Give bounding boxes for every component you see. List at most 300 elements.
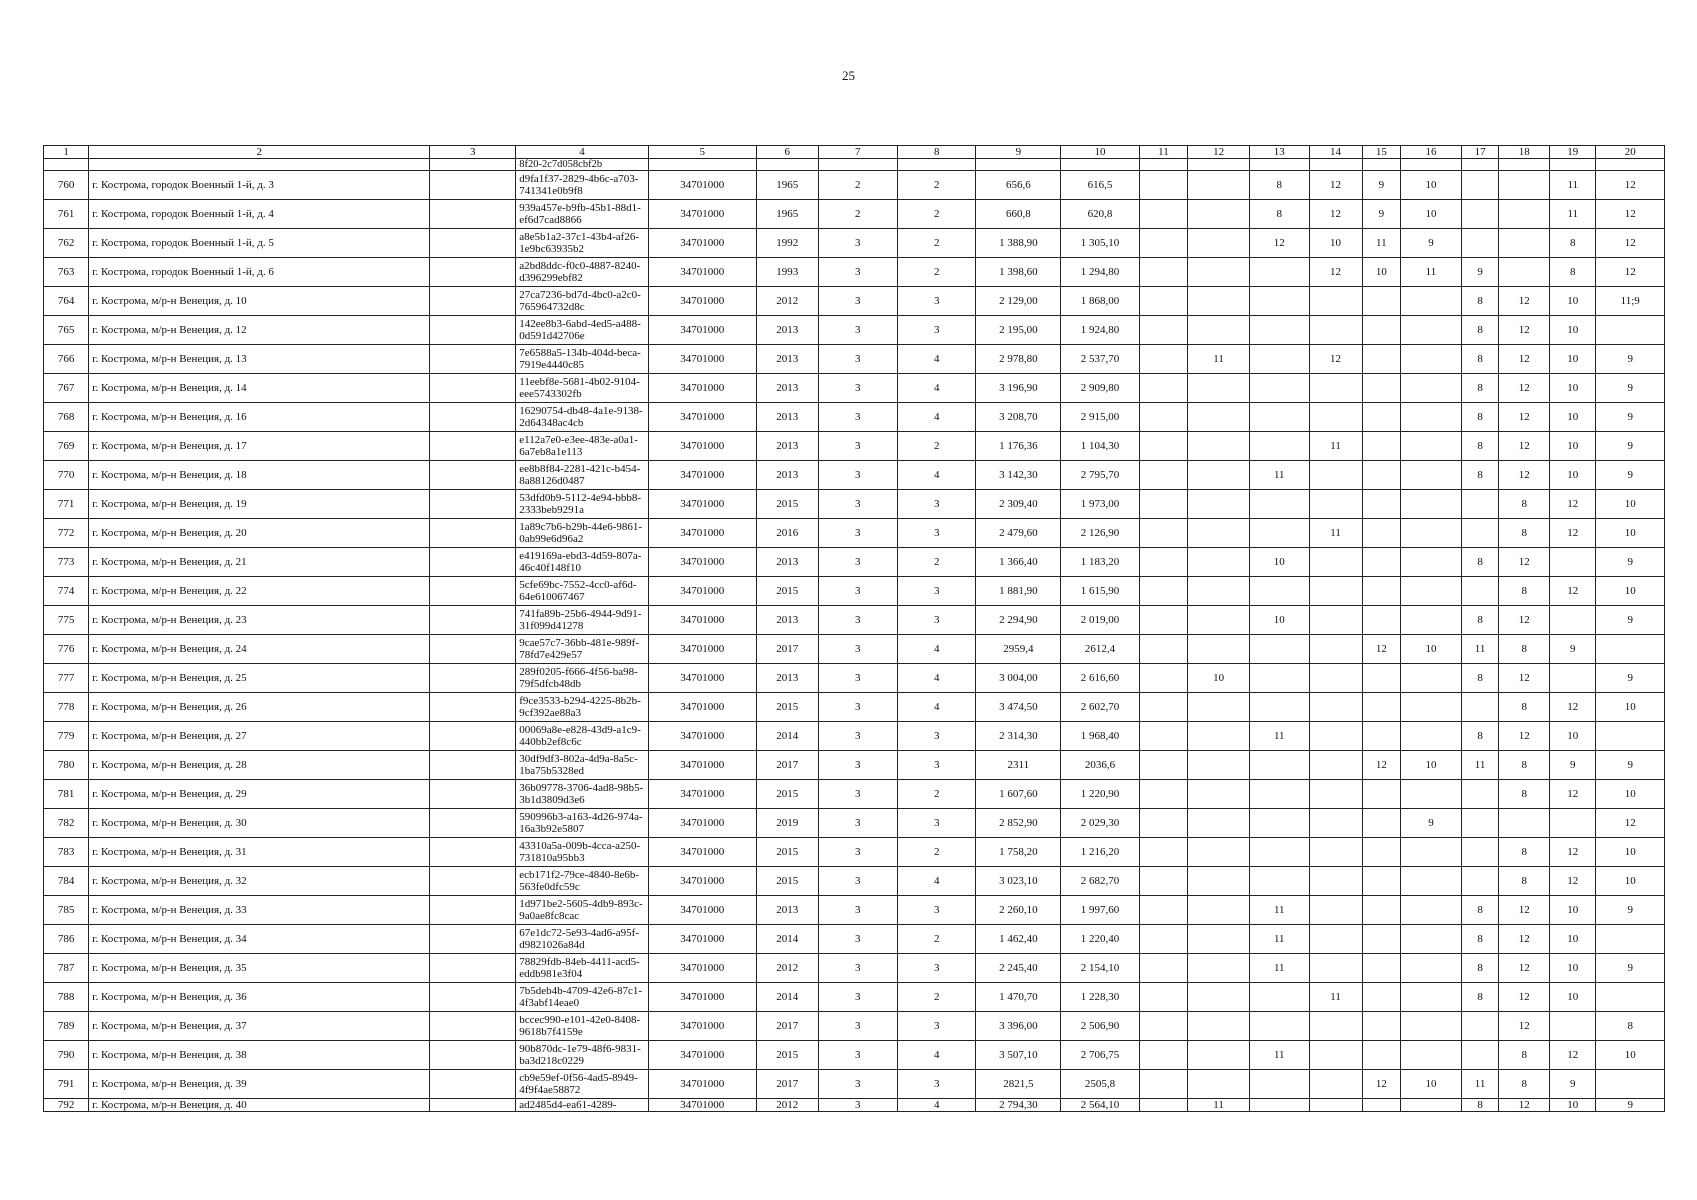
col17: 8: [1461, 403, 1499, 432]
column-header: 10: [1061, 146, 1139, 159]
col19: 12: [1550, 519, 1596, 548]
col3: [430, 1099, 516, 1112]
col13: [1249, 258, 1309, 287]
col14: 12: [1309, 171, 1362, 200]
col14: [1309, 925, 1362, 954]
fias-code: 36b09778-3706-4ad8-98b5-3b1d3809d3e6: [516, 780, 648, 809]
build-year: 2017: [756, 1070, 818, 1099]
living-area: 2 616,60: [1061, 664, 1139, 693]
entrances: 2: [898, 838, 976, 867]
col17: 8: [1461, 722, 1499, 751]
table-row: [44, 983, 1665, 1012]
col13: 11: [1249, 954, 1309, 983]
col11: [1139, 925, 1188, 954]
entrances: 3: [898, 1012, 976, 1041]
col12: [1188, 374, 1250, 403]
col11: [1139, 1012, 1188, 1041]
col14: [1309, 1070, 1362, 1099]
col20: 9: [1596, 548, 1665, 577]
table-row: [44, 374, 1665, 403]
total-area: 1 176,36: [976, 432, 1061, 461]
col16: [1401, 519, 1462, 548]
col11: [1139, 780, 1188, 809]
okato-code: 34701000: [648, 606, 756, 635]
living-area: 2 506,90: [1061, 1012, 1139, 1041]
empty-cell: [1139, 159, 1188, 171]
living-area: 1 216,20: [1061, 838, 1139, 867]
total-area: 2 195,00: [976, 316, 1061, 345]
col18: 12: [1499, 316, 1550, 345]
col17: 8: [1461, 664, 1499, 693]
col19: [1550, 809, 1596, 838]
build-year: 2015: [756, 780, 818, 809]
col18: 12: [1499, 983, 1550, 1012]
table-row: [44, 229, 1665, 258]
col14: [1309, 1041, 1362, 1070]
col16: 10: [1401, 200, 1462, 229]
living-area: 2 909,80: [1061, 374, 1139, 403]
table-row: [44, 490, 1665, 519]
col16: [1401, 722, 1462, 751]
okato-code: 34701000: [648, 693, 756, 722]
col3: [430, 606, 516, 635]
table-row: [44, 751, 1665, 780]
row-number: 769: [44, 432, 89, 461]
col13: [1249, 519, 1309, 548]
col17: 8: [1461, 1099, 1499, 1112]
col18: 12: [1499, 461, 1550, 490]
row-number: 768: [44, 403, 89, 432]
row-number: 770: [44, 461, 89, 490]
living-area: 1 294,80: [1061, 258, 1139, 287]
col15: 9: [1362, 200, 1401, 229]
col18: [1499, 171, 1550, 200]
col12: [1188, 229, 1250, 258]
table-row: [44, 809, 1665, 838]
floors: 3: [818, 867, 897, 896]
fias-code: 1a89c7b6-b29b-44e6-9861-0ab99e6d96a2: [516, 519, 648, 548]
build-year: 2013: [756, 316, 818, 345]
fias-code: 30df9df3-802a-4d9a-8a5c-1ba75b5328ed: [516, 751, 648, 780]
row-number: 787: [44, 954, 89, 983]
table-row: [44, 693, 1665, 722]
col20: 10: [1596, 577, 1665, 606]
col13: [1249, 693, 1309, 722]
col18: 8: [1499, 867, 1550, 896]
entrances: 4: [898, 693, 976, 722]
col16: 9: [1401, 229, 1462, 258]
fias-code: 67e1dc72-5e93-4ad6-a95f-d9821026a84d: [516, 925, 648, 954]
fias-code: 5cfe69bc-7552-4cc0-af6d-64e610067467: [516, 577, 648, 606]
entrances: 4: [898, 867, 976, 896]
address: г. Кострома, м/р-н Венеция, д. 26: [89, 693, 430, 722]
col14: [1309, 751, 1362, 780]
okato-code: 34701000: [648, 461, 756, 490]
col3: [430, 867, 516, 896]
table-row: [44, 1070, 1665, 1099]
floors: 3: [818, 548, 897, 577]
entrances: 3: [898, 606, 976, 635]
col13: [1249, 577, 1309, 606]
column-header: 4: [516, 146, 648, 159]
total-area: 2 978,80: [976, 345, 1061, 374]
okato-code: 34701000: [648, 287, 756, 316]
table-row: [44, 925, 1665, 954]
col20: 11;9: [1596, 287, 1665, 316]
col12: [1188, 896, 1250, 925]
living-area: 1 220,90: [1061, 780, 1139, 809]
col12: [1188, 954, 1250, 983]
col12: [1188, 403, 1250, 432]
total-area: 1 881,90: [976, 577, 1061, 606]
floors: 3: [818, 635, 897, 664]
col14: 11: [1309, 519, 1362, 548]
floors: 3: [818, 519, 897, 548]
col20: 12: [1596, 258, 1665, 287]
okato-code: 34701000: [648, 896, 756, 925]
col3: [430, 432, 516, 461]
col18: 12: [1499, 896, 1550, 925]
address: г. Кострома, м/р-н Венеция, д. 21: [89, 548, 430, 577]
build-year: 2016: [756, 519, 818, 548]
col12: [1188, 316, 1250, 345]
entrances: 3: [898, 722, 976, 751]
floors: 3: [818, 403, 897, 432]
build-year: 2015: [756, 867, 818, 896]
empty-cell: [1309, 159, 1362, 171]
col17: [1461, 809, 1499, 838]
row-number: 773: [44, 548, 89, 577]
entrances: 2: [898, 432, 976, 461]
build-year: 1992: [756, 229, 818, 258]
col16: [1401, 287, 1462, 316]
col18: 12: [1499, 432, 1550, 461]
table-row: [44, 258, 1665, 287]
col12: [1188, 432, 1250, 461]
floors: 3: [818, 809, 897, 838]
col16: [1401, 577, 1462, 606]
living-area: 2 915,00: [1061, 403, 1139, 432]
column-header: 8: [898, 146, 976, 159]
floors: 3: [818, 1012, 897, 1041]
column-header: 7: [818, 146, 897, 159]
empty-cell: [1596, 159, 1665, 171]
entrances: 3: [898, 954, 976, 983]
entrances: 4: [898, 345, 976, 374]
col12: [1188, 461, 1250, 490]
address: г. Кострома, м/р-н Венеция, д. 38: [89, 1041, 430, 1070]
col14: 12: [1309, 345, 1362, 374]
col19: 11: [1550, 200, 1596, 229]
table-row: [44, 171, 1665, 200]
col19: 12: [1550, 1041, 1596, 1070]
col20: 10: [1596, 780, 1665, 809]
col14: [1309, 1012, 1362, 1041]
col11: [1139, 171, 1188, 200]
row-number: 760: [44, 171, 89, 200]
col17: 8: [1461, 287, 1499, 316]
col11: [1139, 751, 1188, 780]
entrances: 3: [898, 577, 976, 606]
row-number: 788: [44, 983, 89, 1012]
table-row: [44, 606, 1665, 635]
col3: [430, 548, 516, 577]
row-number: 772: [44, 519, 89, 548]
column-header: 20: [1596, 146, 1665, 159]
address: г. Кострома, м/р-н Венеция, д. 17: [89, 432, 430, 461]
address: г. Кострома, м/р-н Венеция, д. 32: [89, 867, 430, 896]
col14: [1309, 461, 1362, 490]
floors: 3: [818, 316, 897, 345]
register-table-body: [44, 146, 1665, 1112]
col18: 8: [1499, 838, 1550, 867]
row-number: 789: [44, 1012, 89, 1041]
total-area: 1 366,40: [976, 548, 1061, 577]
col17: [1461, 693, 1499, 722]
col17: 8: [1461, 896, 1499, 925]
table-row: [44, 548, 1665, 577]
col19: 10: [1550, 896, 1596, 925]
col3: [430, 896, 516, 925]
table-row: [44, 1099, 1665, 1112]
col20: 9: [1596, 606, 1665, 635]
build-year: 2015: [756, 490, 818, 519]
fias-code: 43310a5a-009b-4cca-a250-731810a95bb3: [516, 838, 648, 867]
okato-code: 34701000: [648, 258, 756, 287]
total-area: 2 794,30: [976, 1099, 1061, 1112]
col16: 10: [1401, 1070, 1462, 1099]
row-number: 783: [44, 838, 89, 867]
col11: [1139, 983, 1188, 1012]
total-area: 2 479,60: [976, 519, 1061, 548]
col15: [1362, 780, 1401, 809]
col15: 9: [1362, 171, 1401, 200]
col20: [1596, 1070, 1665, 1099]
col20: [1596, 316, 1665, 345]
build-year: 2013: [756, 664, 818, 693]
fias-code: bccec990-e101-42e0-8408-9618b7f4159e: [516, 1012, 648, 1041]
address: г. Кострома, городок Военный 1-й, д. 5: [89, 229, 430, 258]
row-number: 782: [44, 809, 89, 838]
col3: [430, 258, 516, 287]
entrances: 2: [898, 258, 976, 287]
empty-cell: [1550, 159, 1596, 171]
col17: [1461, 780, 1499, 809]
address: г. Кострома, м/р-н Венеция, д. 22: [89, 577, 430, 606]
col16: [1401, 693, 1462, 722]
col13: [1249, 635, 1309, 664]
col11: [1139, 896, 1188, 925]
build-year: 1993: [756, 258, 818, 287]
col12: [1188, 693, 1250, 722]
entrances: 3: [898, 751, 976, 780]
col3: [430, 171, 516, 200]
entrances: 4: [898, 461, 976, 490]
build-year: 2014: [756, 983, 818, 1012]
col19: 10: [1550, 432, 1596, 461]
address: г. Кострома, городок Военный 1-й, д. 3: [89, 171, 430, 200]
total-area: 656,6: [976, 171, 1061, 200]
total-area: 2 260,10: [976, 896, 1061, 925]
living-area: 1 305,10: [1061, 229, 1139, 258]
col16: 10: [1401, 171, 1462, 200]
col14: [1309, 867, 1362, 896]
col20: 8: [1596, 1012, 1665, 1041]
col18: 12: [1499, 722, 1550, 751]
col11: [1139, 229, 1188, 258]
col15: [1362, 664, 1401, 693]
column-header: 19: [1550, 146, 1596, 159]
living-area: 1 924,80: [1061, 316, 1139, 345]
col13: 11: [1249, 925, 1309, 954]
living-area: 2036,6: [1061, 751, 1139, 780]
living-area: 1 973,00: [1061, 490, 1139, 519]
col13: [1249, 1070, 1309, 1099]
fias-code: 7e6588a5-134b-404d-beca-7919e4440c85: [516, 345, 648, 374]
col14: [1309, 1099, 1362, 1112]
col15: [1362, 896, 1401, 925]
col15: [1362, 432, 1401, 461]
header-row: [44, 146, 1665, 159]
col11: [1139, 345, 1188, 374]
build-year: 1965: [756, 171, 818, 200]
floors: 3: [818, 258, 897, 287]
entrances: 4: [898, 374, 976, 403]
col18: 12: [1499, 548, 1550, 577]
col16: [1401, 548, 1462, 577]
col3: [430, 693, 516, 722]
empty-cell: [1188, 159, 1250, 171]
entrances: 4: [898, 403, 976, 432]
floors: 3: [818, 577, 897, 606]
col15: [1362, 838, 1401, 867]
col16: [1401, 867, 1462, 896]
col17: [1461, 519, 1499, 548]
build-year: 2012: [756, 954, 818, 983]
col17: 9: [1461, 258, 1499, 287]
empty-cell: [1249, 159, 1309, 171]
row-number: 764: [44, 287, 89, 316]
column-header: 3: [430, 146, 516, 159]
col18: [1499, 809, 1550, 838]
col11: [1139, 461, 1188, 490]
col12: 10: [1188, 664, 1250, 693]
col14: [1309, 954, 1362, 983]
col18: 12: [1499, 403, 1550, 432]
col20: 10: [1596, 838, 1665, 867]
page-number: 25: [842, 68, 855, 83]
build-year: 2013: [756, 606, 818, 635]
column-header: 1: [44, 146, 89, 159]
okato-code: 34701000: [648, 200, 756, 229]
col14: [1309, 606, 1362, 635]
col15: [1362, 809, 1401, 838]
col16: [1401, 780, 1462, 809]
address: г. Кострома, м/р-н Венеция, д. 37: [89, 1012, 430, 1041]
column-header: 13: [1249, 146, 1309, 159]
col19: [1550, 1012, 1596, 1041]
table-row: [44, 432, 1665, 461]
col3: [430, 403, 516, 432]
address: г. Кострома, м/р-н Венеция, д. 18: [89, 461, 430, 490]
col20: 12: [1596, 229, 1665, 258]
okato-code: 34701000: [648, 1012, 756, 1041]
col15: 11: [1362, 229, 1401, 258]
col15: 12: [1362, 1070, 1401, 1099]
col14: [1309, 664, 1362, 693]
col17: [1461, 229, 1499, 258]
row-number: 786: [44, 925, 89, 954]
col12: [1188, 983, 1250, 1012]
living-area: 2 602,70: [1061, 693, 1139, 722]
build-year: 2015: [756, 693, 818, 722]
col13: 12: [1249, 229, 1309, 258]
build-year: 2012: [756, 287, 818, 316]
floors: 3: [818, 1099, 897, 1112]
address: г. Кострома, м/р-н Венеция, д. 40: [89, 1099, 430, 1112]
row-number: 790: [44, 1041, 89, 1070]
col16: [1401, 316, 1462, 345]
col20: [1596, 722, 1665, 751]
col17: [1461, 200, 1499, 229]
address: г. Кострома, м/р-н Венеция, д. 20: [89, 519, 430, 548]
col12: [1188, 751, 1250, 780]
total-area: 3 396,00: [976, 1012, 1061, 1041]
living-area: 1 968,40: [1061, 722, 1139, 751]
col19: 9: [1550, 1070, 1596, 1099]
build-year: 2013: [756, 461, 818, 490]
col12: 11: [1188, 1099, 1250, 1112]
total-area: 2959,4: [976, 635, 1061, 664]
fias-code: 16290754-db48-4a1e-9138-2d64348ac4cb: [516, 403, 648, 432]
col12: [1188, 258, 1250, 287]
col15: [1362, 374, 1401, 403]
column-header: 16: [1401, 146, 1462, 159]
col3: [430, 751, 516, 780]
column-header: 14: [1309, 146, 1362, 159]
col17: 8: [1461, 954, 1499, 983]
fias-code: a2bd8ddc-f0c0-4887-8240-d396299ebf82: [516, 258, 648, 287]
col11: [1139, 258, 1188, 287]
col14: 10: [1309, 229, 1362, 258]
build-year: 2013: [756, 432, 818, 461]
col11: [1139, 316, 1188, 345]
col15: [1362, 983, 1401, 1012]
row-number: 776: [44, 635, 89, 664]
build-year: 2015: [756, 838, 818, 867]
col20: 9: [1596, 751, 1665, 780]
col17: 8: [1461, 432, 1499, 461]
col20: 9: [1596, 664, 1665, 693]
living-area: 2 682,70: [1061, 867, 1139, 896]
build-year: 2013: [756, 896, 818, 925]
col19: 10: [1550, 316, 1596, 345]
living-area: 2 706,75: [1061, 1041, 1139, 1070]
col16: 10: [1401, 751, 1462, 780]
address: г. Кострома, м/р-н Венеция, д. 24: [89, 635, 430, 664]
build-year: 2015: [756, 577, 818, 606]
okato-code: 34701000: [648, 1070, 756, 1099]
col16: [1401, 345, 1462, 374]
row-number: 778: [44, 693, 89, 722]
table-row: [44, 896, 1665, 925]
entrances: 2: [898, 171, 976, 200]
table-row: [44, 403, 1665, 432]
col12: [1188, 867, 1250, 896]
col3: [430, 635, 516, 664]
table-row: [44, 635, 1665, 664]
entrances: 3: [898, 896, 976, 925]
